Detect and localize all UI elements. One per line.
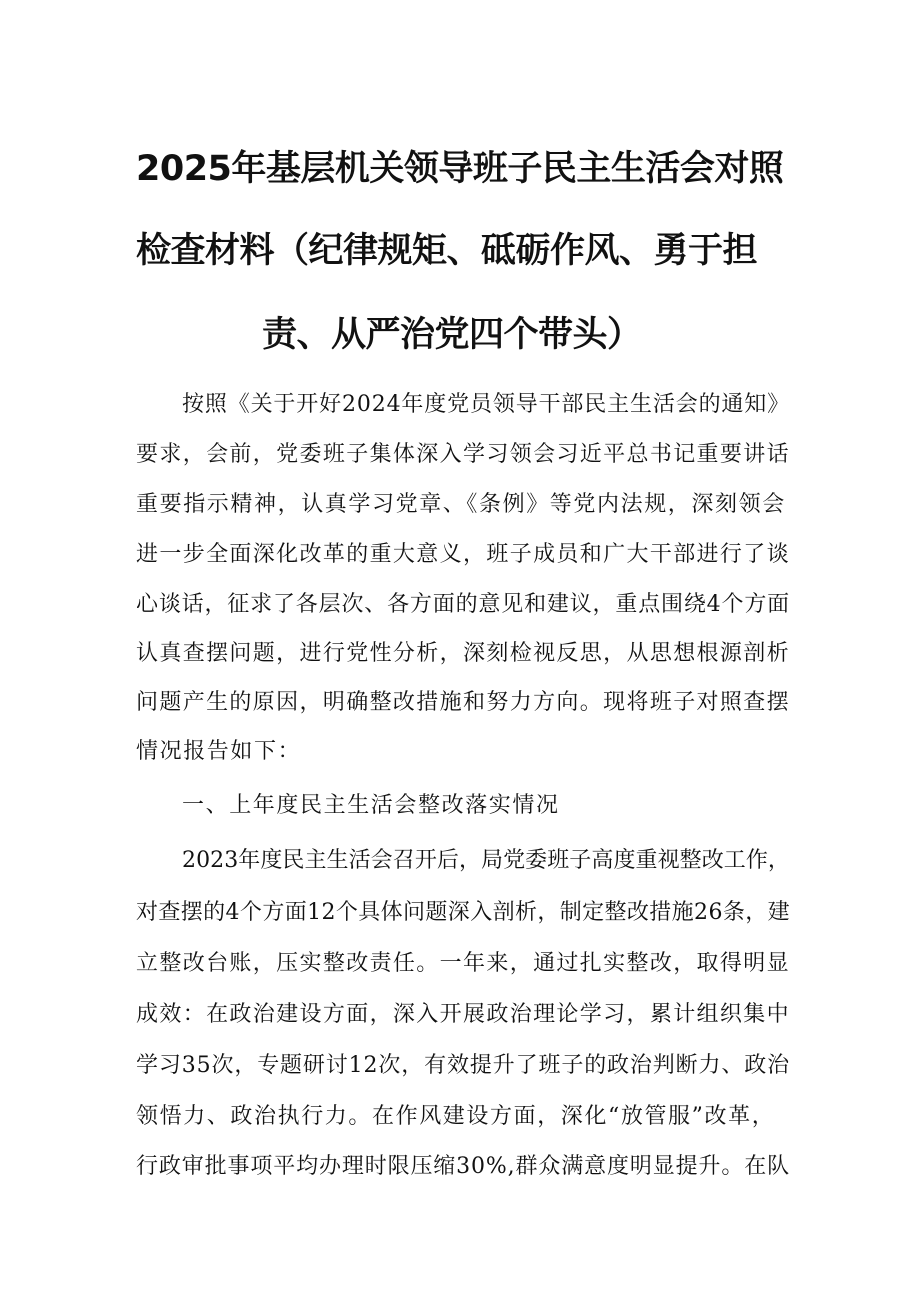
document-title-line-1: 2025年基层机关领导班子民主生活会对照 — [136, 149, 784, 189]
section-paragraph-line: 对查摆的4个方面12个具体问题深入剖析，制定整改措施26条，建 — [136, 900, 790, 925]
section-paragraph-line: 2023年度民主生活会召开后，局党委班子高度重视整改工作， — [182, 848, 790, 873]
intro-paragraph-line: 重要指示精神，认真学习党章、《条例》等党内法规，深刻领会 — [136, 492, 786, 517]
section-paragraph-line: 成效：在政治建设方面，深入开展政治理论学习，累计组织集中 — [136, 1002, 790, 1027]
intro-paragraph-line: 认真查摆问题，进行党性分析，深刻检视反思，从思想根源剖析 — [136, 641, 790, 666]
section-paragraph-line: 行政审批事项平均办理时限压缩30%,群众满意度明显提升。在队 — [136, 1154, 790, 1179]
document-title-line-3: 责、从严治党四个带头） — [262, 315, 642, 355]
intro-paragraph-line: 问题产生的原因，明确整改措施和努力方向。现将班子对照查摆 — [136, 690, 790, 715]
intro-paragraph-line: 要求，会前，党委班子集体深入学习领会习近平总书记重要讲话 — [136, 442, 790, 467]
section-heading: 一、上年度民主生活会整改落实情况 — [182, 793, 560, 818]
intro-paragraph-line: 心谈话，征求了各层次、各方面的意见和建议，重点围绕4个方面 — [136, 592, 790, 617]
section-paragraph-line: 领悟力、政治执行力。在作风建设方面，深化“放管服”改革， — [136, 1104, 776, 1129]
document-title-line-2: 检查材料（纪律规矩、砥砺作风、勇于担 — [136, 231, 758, 271]
intro-paragraph-line: 进一步全面深化改革的重大意义，班子成员和广大干部进行了谈 — [136, 542, 790, 567]
section-paragraph-line: 立整改台账，压实整改责任。一年来，通过扎实整改，取得明显 — [136, 951, 790, 976]
intro-paragraph-line: 情况报告如下： — [136, 739, 302, 764]
intro-paragraph-line: 按照《关于开好2024年度党员领导干部民主生活会的通知》 — [182, 392, 790, 417]
section-paragraph-line: 学习35次，专题研讨12次，有效提升了班子的政治判断力、政治 — [136, 1053, 790, 1078]
